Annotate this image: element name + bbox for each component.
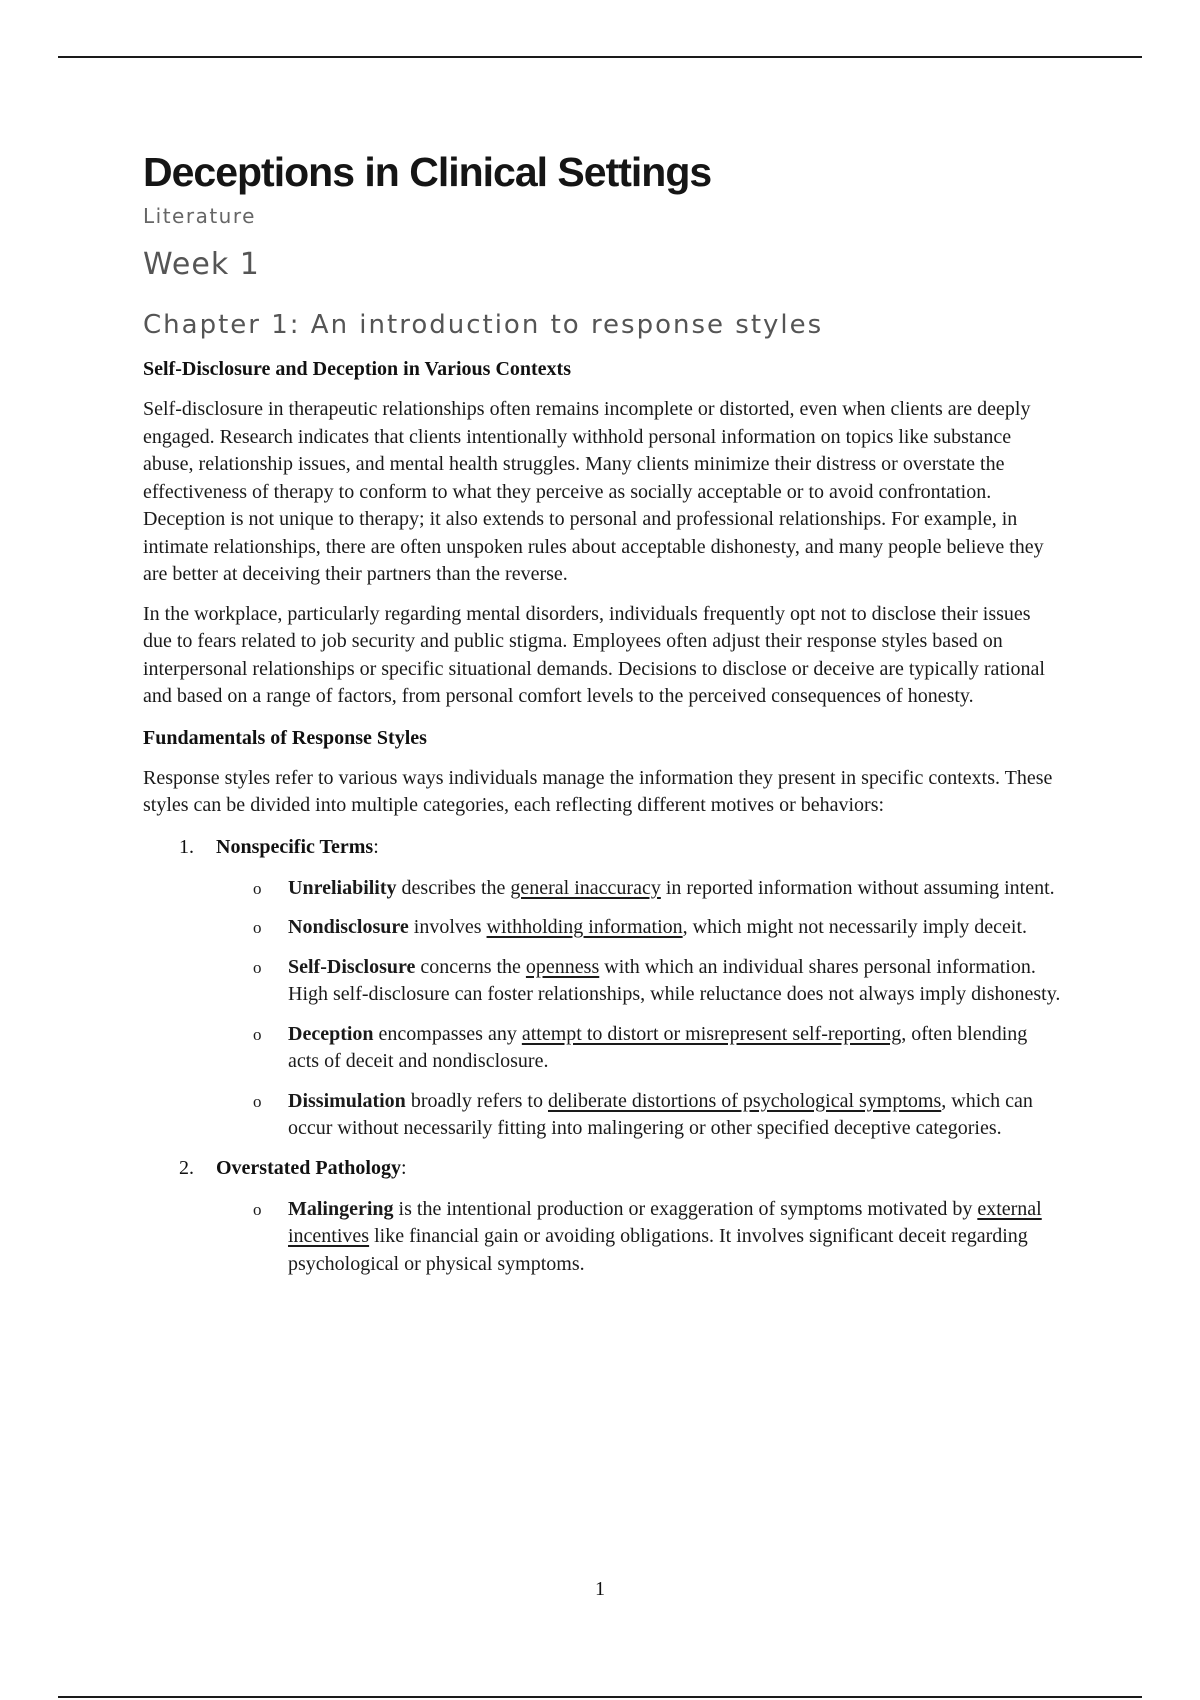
term-text: broadly refers to xyxy=(405,1089,548,1112)
list-item xyxy=(143,914,1063,942)
numbered-item-nonspecific-terms xyxy=(143,834,1063,861)
list-item xyxy=(143,1196,1063,1279)
list-item xyxy=(143,1088,1063,1143)
bullet-icon: o xyxy=(253,957,262,977)
term-text: encompasses any xyxy=(373,1022,522,1045)
paragraph: Response styles refer to various ways individuals manage the information they present in specific contexts. These styles can be divided into multiple categories, each reflecting different motives or behaviors: xyxy=(143,766,1053,816)
term: Deception xyxy=(288,1022,374,1045)
chapter-heading: Chapter 1: An introduction to response styles xyxy=(143,310,824,340)
list-item xyxy=(143,875,1063,903)
term-text: describes the xyxy=(396,876,511,899)
list-item-label: Nonspecific Terms xyxy=(216,835,374,858)
term-text: involves xyxy=(408,916,487,938)
underlined-phrase: withholding information xyxy=(486,916,683,938)
page-number: 1 xyxy=(595,1578,605,1600)
term: Unreliability xyxy=(288,876,397,899)
term: Nondisclosure xyxy=(288,916,409,938)
term-text: with which an individual shares personal information. High self-disclosure can foster relationships, while reluctance does not always imply dishonesty. xyxy=(288,955,1061,1005)
term-text: concerns the xyxy=(415,955,526,978)
document-subtitle: Literature xyxy=(143,204,256,228)
bullet-icon: o xyxy=(253,1024,262,1044)
term-text: in reported information without assuming intent. xyxy=(660,876,1055,899)
list-item xyxy=(143,954,1063,1009)
term-text: , often blending acts of deceit and nondisclosure. xyxy=(288,1022,1028,1072)
bullet-icon: o xyxy=(253,918,262,937)
document-body xyxy=(143,148,1063,1278)
term: Dissimulation xyxy=(288,1089,406,1112)
top-rule xyxy=(58,56,1142,58)
document-title: Deceptions in Clinical Settings xyxy=(143,149,712,195)
bullet-icon: o xyxy=(253,1199,262,1219)
bullet-icon: o xyxy=(253,1091,262,1111)
list-number: 1. xyxy=(179,835,194,858)
underlined-phrase: external incentives xyxy=(288,1197,1042,1247)
list-number: 2. xyxy=(179,1156,194,1179)
term-text: like financial gain or avoiding obligations. It involves significant deceit regarding psychological or physical symptoms. xyxy=(288,1225,1028,1275)
bullet-icon: o xyxy=(253,878,262,898)
list-item-colon: : xyxy=(400,1156,407,1179)
paragraph: In the workplace, particularly regarding mental disorders, individuals frequently opt not to disclose their issues due to fears related to job security and public stigma. Employees often adjust their response styles based on interpersonal relationships or specific situational demands. Decisions to disclose or deceive are typically rational and based on a range of factors, from personal comfort levels to the perceived consequences of honesty. xyxy=(143,602,1045,707)
underlined-phrase: deliberate distortions of psychological symptoms xyxy=(547,1089,942,1112)
term-text: , which can occur without necessarily fitting into malingering or other specified deceptive categories. xyxy=(288,1089,1033,1139)
underlined-phrase: general inaccuracy xyxy=(510,876,661,899)
underlined-phrase: attempt to distort or misrepresent self-reporting xyxy=(521,1022,902,1045)
numbered-item-overstated-pathology xyxy=(143,1155,1063,1182)
term-text: is the intentional production or exaggeration of symptoms motivated by xyxy=(393,1197,978,1220)
term-text: , which might not necessarily imply deceit. xyxy=(682,916,1028,938)
section-heading-self-disclosure: Self-Disclosure and Deception in Various Contexts xyxy=(143,358,571,380)
term: Malingering xyxy=(288,1197,394,1220)
list-item xyxy=(143,1021,1063,1076)
term: Self-Disclosure xyxy=(288,955,416,978)
bottom-rule xyxy=(58,1696,1142,1698)
section-heading-fundamentals: Fundamentals of Response Styles xyxy=(143,726,427,749)
list-item-colon: : xyxy=(373,835,379,858)
paragraph: Self-disclosure in therapeutic relationships often remains incomplete or distorted, even when clients are deeply engaged. Research indicates that clients intentionally withhold personal information on topics like substance abuse, relationship issues, and mental health struggles. Many clients minimize their distress or overstate the effectiveness of therapy to conform to what they perceive as socially acceptable or to avoid confrontation. Deception is not unique to therapy; it also extends to personal and professional relationships. For example, in intimate relationships, there are often unspoken rules about acceptable dishonesty, and many people believe they are better at deceiving their partners than the reverse. xyxy=(143,398,1044,585)
list-item-label: Overstated Pathology xyxy=(216,1156,401,1179)
week-heading: Week 1 xyxy=(143,247,260,282)
underlined-phrase: openness xyxy=(525,955,600,978)
